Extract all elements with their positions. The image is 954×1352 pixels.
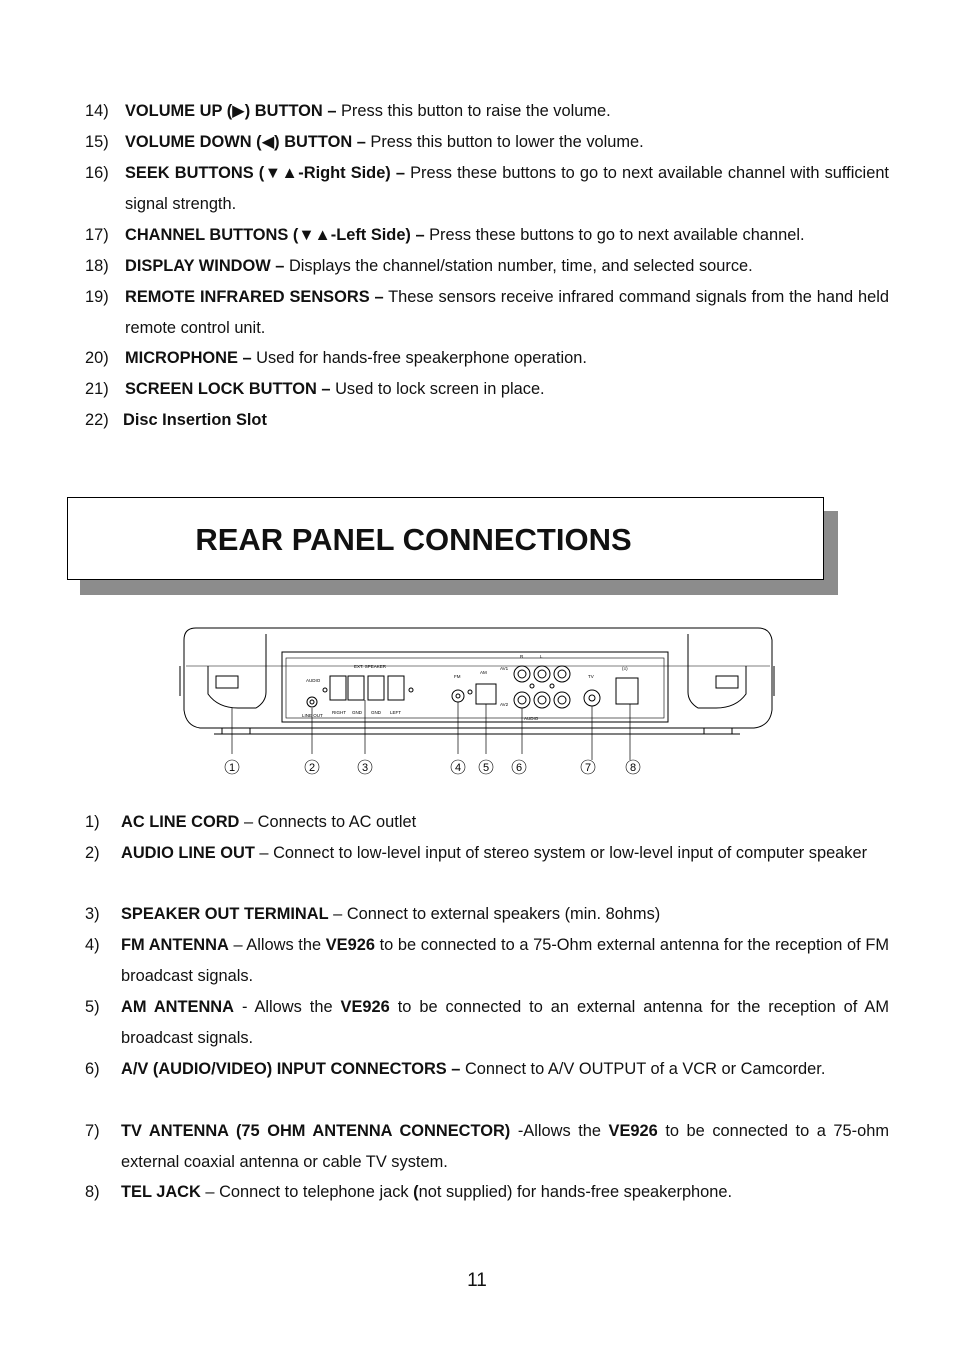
item-description: Press this button to lower the volume.: [365, 133, 644, 151]
item-number: 8): [85, 1183, 100, 1201]
model-name: VE926: [340, 998, 390, 1016]
item-description: Displays the channel/station number, time, and selected source.: [284, 257, 753, 275]
audio-input-label: AUDIO: [524, 716, 539, 721]
page-number: 11: [467, 1270, 487, 1291]
gnd-terminal-label-1: GND: [352, 710, 362, 715]
item-description: Press these buttons to go to next available channel.: [424, 226, 805, 244]
item-number: 22): [85, 411, 109, 429]
item-description: Connect to A/V OUTPUT of a VCR or Camcorder.: [460, 1060, 826, 1078]
item-term: REMOTE INFRARED SENSORS –: [125, 288, 384, 306]
item-number: 1): [85, 813, 100, 831]
callout-2: 2: [308, 762, 316, 774]
item-description: Used to lock screen in place.: [330, 380, 545, 398]
callout-8: 8: [629, 762, 637, 774]
item-number: 5): [85, 998, 100, 1016]
item-text: -Allows the: [510, 1122, 609, 1140]
item-number: 16): [85, 164, 109, 182]
item-term: A/V (AUDIO/VIDEO) INPUT CONNECTORS –: [121, 1060, 461, 1078]
gnd-terminal-label-2: GND: [371, 710, 381, 715]
item-description: – Connect to external speakers (min. 8ohms): [328, 905, 661, 923]
item-number: 6): [85, 1060, 100, 1078]
item-description: Press this button to raise the volume.: [336, 102, 611, 120]
item-number: 17): [85, 226, 109, 244]
item-text: to be connected to a 75-Ohm external antenna for the reception of FM broadcast signals.: [121, 936, 889, 985]
section-title: REAR PANEL CONNECTIONS: [195, 522, 632, 557]
ext-speaker-label: EXT. SPEAKER: [354, 664, 387, 669]
item-term: CHANNEL BUTTONS (▼▲-Left Side) –: [125, 226, 425, 244]
item-description: Used for hands-free speakerphone operation.: [251, 349, 587, 367]
fm-label: FM: [454, 674, 461, 679]
item-number: 21): [85, 380, 109, 398]
item-number: 2): [85, 844, 100, 862]
left-terminal-label: LEFT: [390, 710, 402, 715]
item-term: SCREEN LOCK BUTTON –: [125, 380, 331, 398]
item-term: AC LINE CORD: [121, 813, 240, 831]
callout-6: 6: [515, 762, 523, 774]
rear-panel-diagram: [178, 622, 776, 784]
item-number: 3): [85, 905, 100, 923]
item-number: 18): [85, 257, 109, 275]
item-term: AUDIO LINE OUT: [121, 844, 255, 862]
callout-3: 3: [361, 762, 369, 774]
item-term: MICROPHONE –: [125, 349, 252, 367]
r-label: R: [520, 654, 524, 659]
item-number: 15): [85, 133, 109, 151]
item-term: DISPLAY WINDOW –: [125, 257, 285, 275]
item-text: – Connect to telephone jack: [200, 1183, 414, 1201]
item-description: – Connect to low-level input of stereo system or low-level input of computer speaker: [254, 844, 868, 862]
item-term: Disc Insertion Slot: [123, 411, 267, 429]
tel-label: (≡): [622, 666, 628, 671]
item-term: TV ANTENNA (75 OHM ANTENNA CONNECTOR): [121, 1122, 511, 1140]
item-number: 7): [85, 1122, 100, 1140]
item-number: 20): [85, 349, 109, 367]
item-text: to be connected to an external antenna for the reception of AM broadcast signals.: [121, 998, 889, 1047]
item-number: 14): [85, 102, 109, 120]
tv-label: TV: [588, 674, 594, 679]
item-number: 4): [85, 936, 100, 954]
av1-label: AV1: [500, 666, 509, 671]
item-number: 19): [85, 288, 109, 306]
item-text: to be connected to a 75-ohm external coaxial antenna or cable TV system.: [121, 1122, 889, 1171]
item-description: These sensors receive infrared command signals from the hand held remote control unit.: [125, 288, 889, 337]
audio-label: AUDIO: [306, 678, 321, 683]
item-term: VOLUME DOWN (◀) BUTTON –: [125, 133, 366, 151]
item-term: FM ANTENNA: [121, 936, 229, 954]
item-description: Press these buttons to go to next available channel with sufficient signal strength.: [125, 164, 889, 213]
item-term: AM ANTENNA: [121, 998, 234, 1016]
callout-5: 5: [482, 762, 490, 774]
item-text: not supplied) for hands-free speakerphone.: [418, 1183, 733, 1201]
item-description: – Connects to AC outlet: [239, 813, 417, 831]
item-text: – Allows the: [228, 936, 326, 954]
item-text: - Allows the: [233, 998, 341, 1016]
line-out-label: LINE OUT: [302, 713, 323, 718]
model-name: VE926: [325, 936, 375, 954]
item-term: SEEK BUTTONS (▼▲-Right Side) –: [125, 164, 405, 182]
callout-4: 4: [454, 762, 462, 774]
callout-7: 7: [584, 762, 592, 774]
am-label: AM: [480, 670, 487, 675]
av2-label: AV2: [500, 702, 509, 707]
right-terminal-label: RIGHT: [332, 710, 346, 715]
item-term: TEL JACK: [121, 1183, 201, 1201]
item-term: VOLUME UP (▶) BUTTON –: [125, 102, 337, 120]
section-header: [67, 497, 824, 580]
l-label: L: [540, 654, 543, 659]
callout-1: 1: [228, 762, 236, 774]
item-term: SPEAKER OUT TERMINAL: [121, 905, 329, 923]
model-name: VE926: [608, 1122, 658, 1140]
bold-paren: (: [413, 1183, 419, 1201]
